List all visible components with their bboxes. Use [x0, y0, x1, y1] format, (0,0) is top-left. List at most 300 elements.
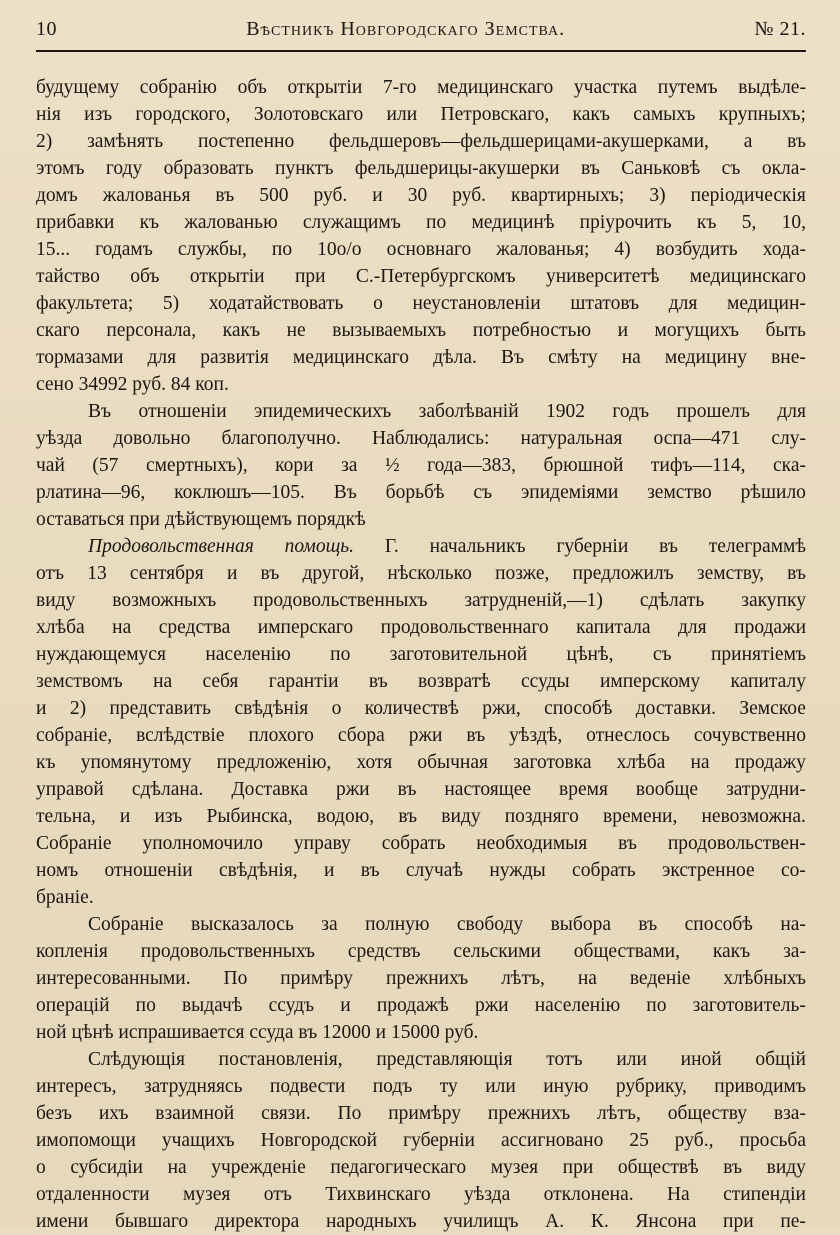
word: 84: [170, 374, 196, 395]
word: продовольствен-: [667, 833, 806, 854]
word: домъ: [36, 185, 78, 206]
word: земству,: [696, 563, 765, 584]
word: время: [559, 779, 608, 800]
text-line: [36, 776, 806, 803]
word: средства: [158, 617, 231, 638]
word: случаѣ: [405, 860, 464, 881]
word: заболѣваній: [418, 401, 519, 422]
text-line: [36, 857, 806, 884]
word: капиталу: [730, 671, 806, 692]
text-line: [36, 560, 806, 587]
word: по: [646, 995, 667, 1016]
word: педагогическаго: [330, 1157, 467, 1178]
word: и: [372, 185, 383, 206]
text-line: [36, 155, 806, 182]
word: возвратѣ: [417, 671, 491, 692]
word: доставки.: [635, 698, 716, 719]
text-line: [36, 668, 806, 695]
word: какъ: [222, 320, 261, 341]
word: нѣсколько: [387, 563, 472, 584]
word: затрудняясь: [143, 1076, 243, 1097]
word: лѣтъ,: [501, 968, 545, 989]
word: музея: [490, 1157, 539, 1178]
word: году: [105, 158, 143, 179]
word: въ: [360, 860, 380, 881]
word: примѣру: [280, 968, 354, 989]
word: въ: [787, 131, 806, 152]
word: губерніи: [556, 536, 629, 557]
word: сдѣлана.: [131, 779, 204, 800]
word: года—383,: [427, 455, 516, 476]
word: другой,: [302, 563, 365, 584]
word: или: [485, 1076, 516, 1097]
word: ржи,: [482, 698, 521, 719]
journal-title: Вѣстникъ Новгородскаго Земства.: [246, 18, 566, 40]
word: ска-: [773, 455, 806, 476]
word: упомянутому: [80, 752, 192, 773]
word: въ: [787, 563, 806, 584]
word: затрудни-: [726, 779, 806, 800]
word: смѣту: [548, 347, 598, 368]
word: быть: [765, 320, 806, 341]
word: тормазами: [36, 347, 124, 368]
word: могущихъ: [654, 320, 739, 341]
text-line: [36, 479, 806, 506]
word: жалованью: [184, 212, 278, 233]
word: Рыбинска,: [206, 806, 293, 827]
word: Тихвинскаго: [325, 1184, 431, 1205]
word: ссудъ: [268, 995, 315, 1016]
word: необходимыя: [476, 833, 588, 854]
word: замѣнять: [87, 131, 164, 152]
word: о: [36, 1157, 46, 1178]
word: крупныхъ;: [718, 104, 806, 125]
word: натуральная: [520, 428, 623, 449]
word: вызываемыхъ: [332, 320, 447, 341]
word: образовать: [163, 158, 254, 179]
word: собраніе,: [36, 725, 113, 746]
word: изъ: [154, 806, 183, 827]
word: въ: [466, 725, 486, 746]
word: взаимной: [155, 1103, 235, 1124]
word: номъ: [36, 860, 79, 881]
word: и: [340, 995, 351, 1016]
word: уѣздѣ,: [509, 725, 563, 746]
word: 13: [87, 563, 107, 584]
word: свѣдѣнія,: [219, 860, 298, 881]
word: пріурочить: [579, 212, 672, 233]
header-rule: [36, 50, 806, 52]
word: жалованья;: [496, 239, 590, 260]
word: уѣзда: [36, 428, 83, 449]
word: въ: [215, 185, 235, 206]
word: какъ: [572, 104, 610, 125]
word: съ: [652, 644, 672, 665]
text-line: [36, 425, 806, 452]
word: безъ: [36, 1103, 73, 1124]
word: при: [294, 266, 326, 287]
word: оспа—471: [653, 428, 741, 449]
text-line: [36, 263, 806, 290]
word: предложенію,: [216, 752, 332, 773]
word: водою,: [316, 806, 375, 827]
word: цѣнѣ,: [566, 644, 614, 665]
word: медицину: [664, 347, 748, 368]
word: браніе.: [36, 887, 94, 908]
text-line: [36, 209, 806, 236]
word: цѣнѣ: [71, 1022, 119, 1043]
word: основнаго: [386, 239, 472, 260]
word: отдаленности: [36, 1184, 150, 1205]
word: Въ: [333, 482, 357, 503]
word: высказалось: [191, 914, 294, 935]
word: имопомощи: [36, 1130, 136, 1151]
word: вслѣдствіе: [136, 725, 225, 746]
word: фельдшеровъ—фельдшерицами-акушерками,: [329, 131, 709, 152]
word: на: [577, 968, 597, 989]
word: прежнихъ: [385, 968, 469, 989]
word: земство: [647, 482, 712, 503]
page-header: [36, 18, 806, 48]
word: 5): [162, 293, 180, 314]
word: дѣйствующемъ: [164, 509, 297, 530]
text-line: [36, 722, 806, 749]
word: принятіемъ: [710, 644, 806, 665]
word: фельдшерицы-акушерки: [354, 158, 560, 179]
word: собрать: [381, 833, 446, 854]
word: постановленія,: [218, 1049, 343, 1070]
italic-word: помощь.: [284, 536, 355, 557]
text-line: [36, 533, 806, 560]
text-line: [36, 884, 806, 911]
word: періодическія: [690, 185, 806, 206]
word: въ: [723, 1157, 743, 1178]
word: для: [147, 347, 177, 368]
text-line: [36, 128, 806, 155]
word: обществу: [667, 1103, 748, 1124]
text-line: [36, 506, 806, 533]
word: о: [331, 698, 342, 719]
word: вообще: [635, 779, 699, 800]
word: свѣдѣнія: [234, 698, 309, 719]
word: какъ: [712, 941, 751, 962]
word: тифъ—114,: [650, 455, 746, 476]
word: собранію: [139, 77, 217, 98]
word: предложилъ: [572, 563, 674, 584]
word: Г.: [384, 536, 399, 557]
word: населенію: [534, 995, 621, 1016]
word: заготовка: [513, 752, 592, 773]
word: слу-: [771, 428, 806, 449]
word: подъ: [372, 1076, 413, 1097]
word: за-: [783, 941, 806, 962]
word: (57: [92, 455, 119, 476]
word: Слѣдующія: [88, 1049, 185, 1070]
word: Петровскаго,: [440, 104, 550, 125]
word: жалованья: [102, 185, 191, 206]
word: общій: [755, 1049, 806, 1070]
word: будущему: [36, 77, 120, 98]
word: Саньковѣ: [621, 158, 701, 179]
word: университетѣ: [545, 266, 660, 287]
word: возбудить: [655, 239, 738, 260]
word: выбора: [550, 914, 611, 935]
word: по: [330, 644, 351, 665]
word: ходатайствовать: [208, 293, 344, 314]
word: Въ: [88, 401, 112, 422]
word: прежнихъ: [487, 1103, 571, 1124]
word: отношеніи: [104, 860, 193, 881]
word: обычная: [417, 752, 488, 773]
word: не: [286, 320, 306, 341]
word: А.: [545, 1211, 565, 1232]
word: стипендіи: [723, 1184, 806, 1205]
word: отъ: [263, 1184, 292, 1205]
word: ассигновано: [500, 1130, 604, 1151]
word: начальникъ: [429, 536, 526, 557]
word: въ: [398, 806, 418, 827]
word: кори: [275, 455, 314, 476]
word: продовольственнаго: [380, 617, 549, 638]
word: персонала,: [106, 320, 197, 341]
word: заготовительной: [389, 644, 528, 665]
word: имени: [36, 1211, 89, 1232]
word: въ: [298, 1022, 323, 1043]
word: Новгородской: [260, 1130, 378, 1151]
word: ссуды: [521, 671, 570, 692]
word: ихъ: [98, 1103, 129, 1124]
text-line: [36, 182, 806, 209]
word: по: [271, 239, 293, 260]
word: годамъ: [95, 239, 153, 260]
word: сбора: [337, 725, 385, 746]
word: для: [777, 401, 806, 422]
word: себя: [202, 671, 239, 692]
word: вне-: [771, 347, 806, 368]
word: при: [129, 509, 165, 530]
word: способѣ: [684, 914, 753, 935]
word: съ: [473, 482, 493, 503]
word: 1902: [546, 401, 586, 422]
word: уѣзда: [463, 1184, 511, 1205]
word: со-: [781, 860, 806, 881]
word: или: [616, 1049, 647, 1070]
word: иную: [543, 1076, 589, 1097]
word: тайство: [36, 266, 100, 287]
word: обществѣ: [617, 1157, 699, 1178]
word: телеграммѣ: [708, 536, 806, 557]
word: по: [135, 995, 156, 1016]
text-line: [36, 641, 806, 668]
word: 15000: [390, 1022, 445, 1043]
word: рѣшило: [740, 482, 806, 503]
word: смертныхъ),: [145, 455, 248, 476]
word: поздняго: [504, 806, 579, 827]
word: директора: [214, 1211, 300, 1232]
word: представляющія: [376, 1049, 513, 1070]
word: медицин-: [727, 293, 806, 314]
word: продажѣ: [376, 995, 449, 1016]
word: факультета;: [36, 293, 134, 314]
page-number: 10: [36, 18, 57, 40]
word: веденіе: [629, 968, 691, 989]
word: 3): [649, 185, 666, 206]
word: свободу: [456, 914, 524, 935]
word: продовольственныхъ: [140, 941, 315, 962]
word: собрать: [572, 860, 636, 881]
word: и: [36, 698, 47, 719]
word: хотя: [356, 752, 393, 773]
text-line: [36, 614, 806, 641]
word: медицинскаго: [292, 347, 410, 368]
word: 34992: [78, 374, 133, 395]
word: капитала: [576, 617, 651, 638]
word: хода-: [762, 239, 806, 260]
word: Въ: [500, 347, 525, 368]
word: открытіи: [287, 77, 363, 98]
word: ржи: [474, 995, 509, 1016]
word: 30: [407, 185, 428, 206]
text-line: [36, 371, 806, 398]
word: лѣтъ,: [597, 1103, 641, 1124]
word: хлѣба: [616, 752, 666, 773]
word: примѣру: [388, 1103, 462, 1124]
word: населенію: [205, 644, 291, 665]
word: ржи: [408, 725, 443, 746]
word: рубрику,: [615, 1076, 687, 1097]
word: обществами,: [573, 941, 680, 962]
word: 4): [614, 239, 631, 260]
word: руб.: [313, 185, 348, 206]
text-line: [36, 236, 806, 263]
word: отношеніи: [138, 401, 227, 422]
word: средствъ: [347, 941, 421, 962]
word: въ: [618, 833, 637, 854]
word: управой: [36, 779, 104, 800]
word: неустановленіи: [412, 293, 541, 314]
word: 10,: [781, 212, 806, 233]
word: хлѣбныхъ: [723, 968, 806, 989]
word: плохого: [248, 725, 314, 746]
word: рлатина—96,: [36, 482, 146, 503]
word: субсидіи: [70, 1157, 143, 1178]
word: С.-Петербургскомъ: [355, 266, 516, 287]
word: музея: [182, 1184, 231, 1205]
text-line: [36, 938, 806, 965]
word: заготовитель-: [692, 995, 806, 1016]
word: Золотовскаго: [253, 104, 364, 125]
word: на-: [780, 914, 806, 935]
word: 2): [69, 698, 87, 719]
word: экстренное: [662, 860, 755, 881]
word: по: [426, 212, 447, 233]
word: интересованными.: [36, 968, 191, 989]
word: и: [226, 563, 238, 584]
word: По: [337, 1103, 362, 1124]
word: училищъ: [443, 1211, 519, 1232]
word: объ: [237, 77, 267, 98]
word: объ: [130, 266, 160, 287]
word: на: [167, 1157, 187, 1178]
word: бывшаго: [115, 1211, 189, 1232]
word: нуждающемуся: [36, 644, 166, 665]
word: копленія: [36, 941, 108, 962]
word: просьба: [739, 1130, 806, 1151]
word: учрежденіе: [211, 1157, 306, 1178]
word: приводимъ: [714, 1076, 806, 1097]
word: скаго: [36, 320, 80, 341]
word: продажу: [734, 752, 806, 773]
text-line: [36, 74, 806, 101]
text-line: [36, 1019, 806, 1046]
word: этомъ: [36, 158, 85, 179]
word: ту: [439, 1076, 458, 1097]
word: для: [668, 293, 698, 314]
word: выдѣле-: [738, 77, 806, 98]
word: открытіи: [189, 266, 265, 287]
word: самыхъ: [633, 104, 696, 125]
word: коклюшъ—105.: [174, 482, 305, 503]
word: На: [666, 1184, 690, 1205]
word: затрудненій,—1): [464, 590, 603, 611]
word: учащихъ: [161, 1130, 235, 1151]
word: полную: [365, 914, 430, 935]
text-line: [36, 830, 806, 857]
word: продовольственныхъ: [253, 590, 428, 611]
text-line: [36, 1073, 806, 1100]
word: виду: [441, 806, 481, 827]
word: борьбѣ: [385, 482, 445, 503]
word: эпидемическихъ: [254, 401, 392, 422]
text-line: [36, 695, 806, 722]
word: въ: [638, 914, 658, 935]
word: имперскаго: [257, 617, 354, 638]
word: Земское: [739, 698, 806, 719]
word: медицинскаго: [689, 266, 806, 287]
word: на: [690, 752, 710, 773]
italic-word: Продовольственная: [88, 536, 254, 557]
word: позже,: [495, 563, 550, 584]
word: окла-: [761, 158, 806, 179]
word: медицинѣ: [471, 212, 555, 233]
word: Собраніе: [36, 833, 112, 854]
word: Наблюдались:: [372, 428, 490, 449]
word: способѣ: [544, 698, 613, 719]
word: въ: [659, 536, 678, 557]
text-line: [36, 803, 806, 830]
word: или: [386, 104, 418, 125]
word: хлѣба: [36, 617, 85, 638]
word: К.: [590, 1211, 609, 1232]
word: вза-: [773, 1103, 806, 1124]
word: руб.: [132, 374, 171, 395]
text-line: [36, 911, 806, 938]
word: Янсона: [635, 1211, 697, 1232]
word: иной: [680, 1049, 722, 1070]
word: 25: [629, 1130, 649, 1151]
word: ссуда: [249, 1022, 299, 1043]
word: и: [323, 860, 335, 881]
word: сено: [36, 374, 79, 395]
word: въ: [397, 779, 417, 800]
word: дѣла.: [433, 347, 477, 368]
word: виду: [36, 590, 76, 611]
word: о: [373, 293, 383, 314]
word: интересъ,: [36, 1076, 117, 1097]
text-line: [36, 317, 806, 344]
issue-number: № 21.: [754, 18, 806, 40]
word: ной: [36, 1022, 72, 1043]
